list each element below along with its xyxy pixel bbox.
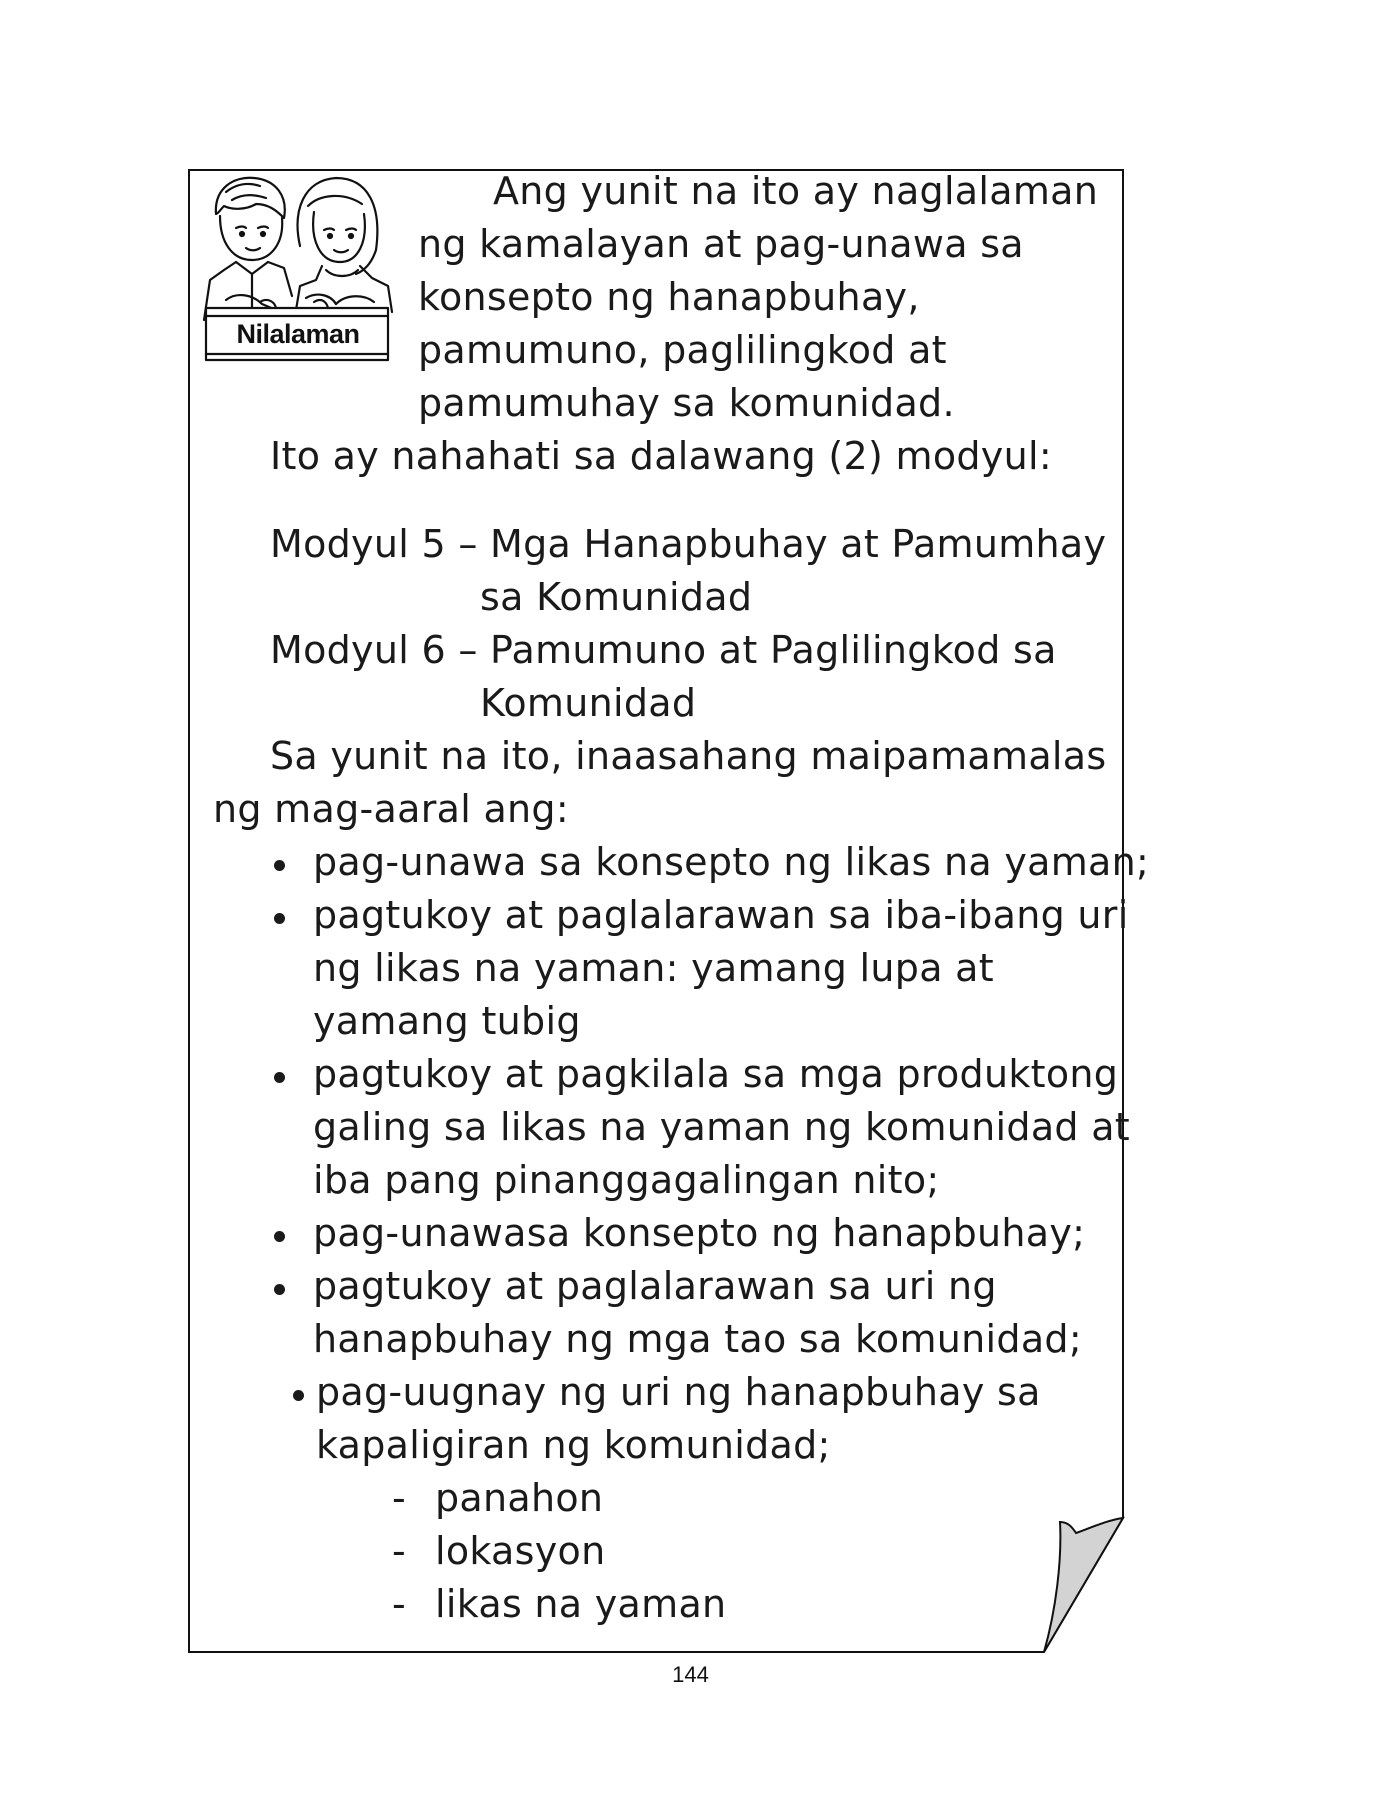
outcome-5-line-2: hanapbuhay ng mga tao sa komunidad; <box>313 1317 1082 1361</box>
expectation-line-1: Sa yunit na ito, inaasahang maipamamalas <box>270 734 1107 778</box>
module-6-continuation: Komunidad <box>480 681 697 725</box>
outcome-6-line-2: kapaligiran ng komunidad; <box>316 1423 831 1467</box>
nilalaman-logo <box>196 170 396 378</box>
dash-icon: - <box>392 1529 406 1573</box>
bullet-icon <box>274 1284 285 1295</box>
module-6-title: Modyul 6 – Pamumuno at Paglilingkod sa <box>270 628 1057 672</box>
intro-line-2: ng kamalayan at pag-unawa sa <box>418 222 1024 266</box>
bullet-icon <box>274 1231 285 1242</box>
bullet-icon <box>274 1072 285 1083</box>
module-5-continuation: sa Komunidad <box>480 575 753 619</box>
outcome-1-line-1: pag-unawa sa konsepto ng likas na yaman; <box>313 840 1150 884</box>
outcome-2-line-1: pagtukoy at paglalarawan sa iba-ibang uri <box>313 893 1129 937</box>
bullet-icon <box>293 1390 304 1401</box>
logo-label: Nilalaman <box>236 319 360 349</box>
outcome-3-line-2: galing sa likas na yaman ng komunidad at <box>313 1105 1130 1149</box>
intro-line-4: pamumuno, paglilingkod at <box>418 328 947 372</box>
dash-icon: - <box>392 1476 406 1520</box>
module-5-title: Modyul 5 – Mga Hanapbuhay at Pamumhay <box>270 522 1107 566</box>
intro-line-3: konsepto ng hanapbuhay, <box>418 275 920 319</box>
bullet-icon <box>274 860 285 871</box>
page-number: 144 <box>672 1662 709 1687</box>
outcome-3-line-3: iba pang pinanggagalingan nito; <box>313 1158 940 1202</box>
outcome-2-line-3: yamang tubig <box>313 999 581 1043</box>
division-line: Ito ay nahahati sa dalawang (2) modyul: <box>270 434 1052 478</box>
sub-item-lokasyon: lokasyon <box>435 1529 606 1573</box>
intro-line-1: Ang yunit na ito ay naglalaman <box>493 169 1099 213</box>
outcome-3-line-1: pagtukoy at pagkilala sa mga produktong <box>313 1052 1119 1096</box>
sub-item-panahon: panahon <box>435 1476 604 1520</box>
dash-icon: - <box>392 1582 406 1626</box>
outcome-4-line-1: pag-unawasa konsepto ng hanapbuhay; <box>313 1211 1086 1255</box>
sub-item-likas-na-yaman: likas na yaman <box>435 1582 727 1626</box>
outcome-6-line-1: pag-uugnay ng uri ng hanapbuhay sa <box>316 1370 1041 1414</box>
intro-line-5: pamumuhay sa komunidad. <box>418 381 955 425</box>
outcome-2-line-2: ng likas na yaman: yamang lupa at <box>313 946 994 990</box>
bullet-icon <box>274 913 285 924</box>
expectation-line-2: ng mag-aaral ang: <box>213 787 569 831</box>
outcome-5-line-1: pagtukoy at paglalarawan sa uri ng <box>313 1264 997 1308</box>
